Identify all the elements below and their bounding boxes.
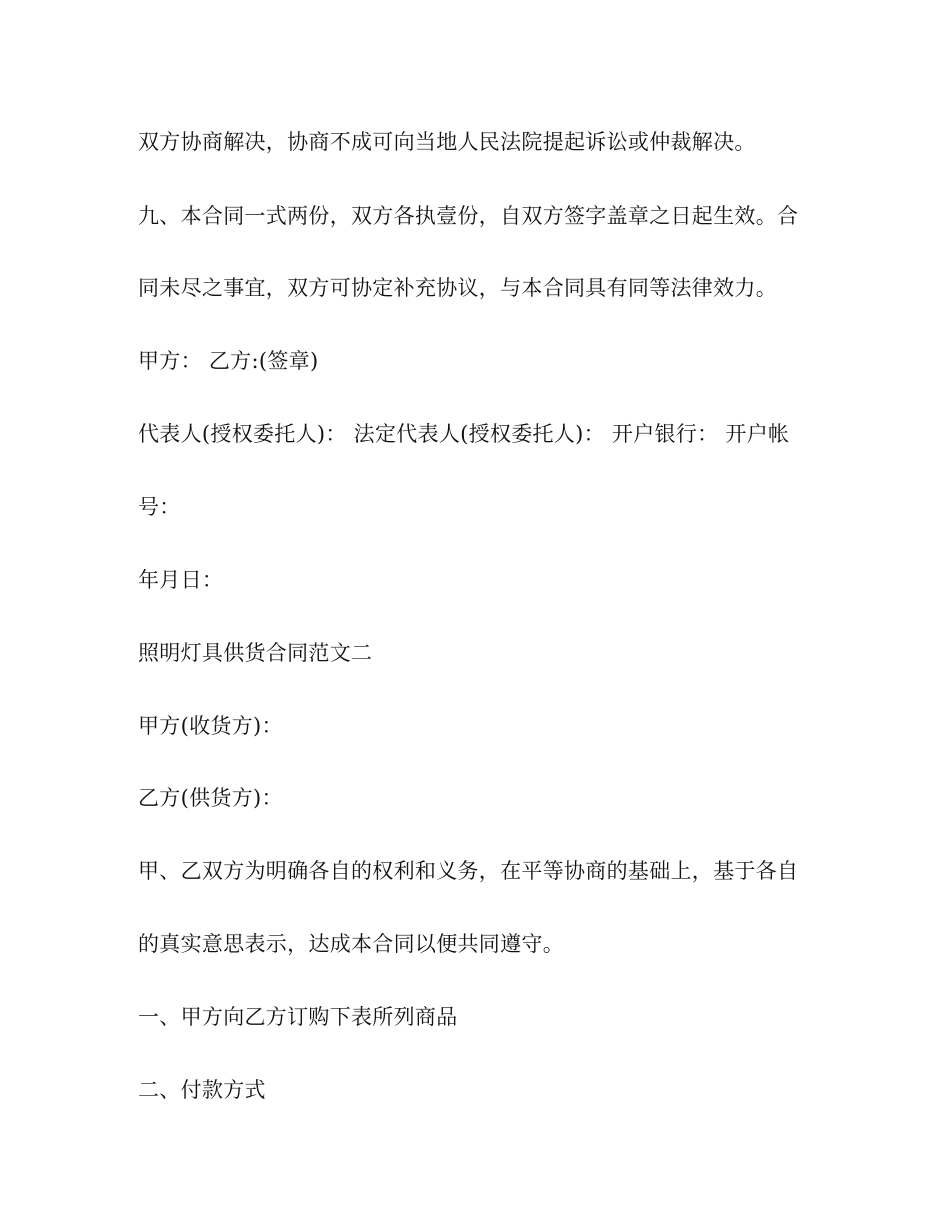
text-line-supplementary-agreement: 同未尽之事宜，双方可协定补充协议，与本合同具有同等法律效力。 — [138, 276, 777, 300]
text-line-clause-nine: 九、本合同一式两份，双方各执壹份，自双方签字盖章之日起生效。合 — [138, 204, 799, 228]
text-line-dispute-resolution: 双方协商解决，协商不成可向当地人民法院提起诉讼或仲裁解决。 — [138, 130, 756, 154]
section-title: 照明灯具供货合同范文二 — [138, 641, 373, 665]
text-line-representatives: 代表人(授权委托人)： 法定代表人(授权委托人)： 开户银行： 开户帐 — [138, 422, 790, 446]
text-line-date: 年月日： — [138, 568, 224, 592]
text-line-clause-two: 二、付款方式 — [138, 1078, 266, 1102]
text-line-party-b: 乙方(供货方)： — [138, 786, 283, 810]
text-line-party-signatures: 甲方： 乙方:(签章) — [138, 349, 319, 373]
text-line-preamble-1: 甲、乙双方为明确各自的权利和义务，在平等协商的基础上，基于各自 — [138, 859, 799, 883]
text-line-preamble-2: 的真实意思表示，达成本合同以便共同遵守。 — [138, 932, 564, 956]
text-line-account-number: 号： — [138, 495, 181, 519]
text-line-party-a: 甲方(收货方)： — [138, 714, 283, 738]
text-line-clause-one: 一、甲方向乙方订购下表所列商品 — [138, 1005, 458, 1029]
